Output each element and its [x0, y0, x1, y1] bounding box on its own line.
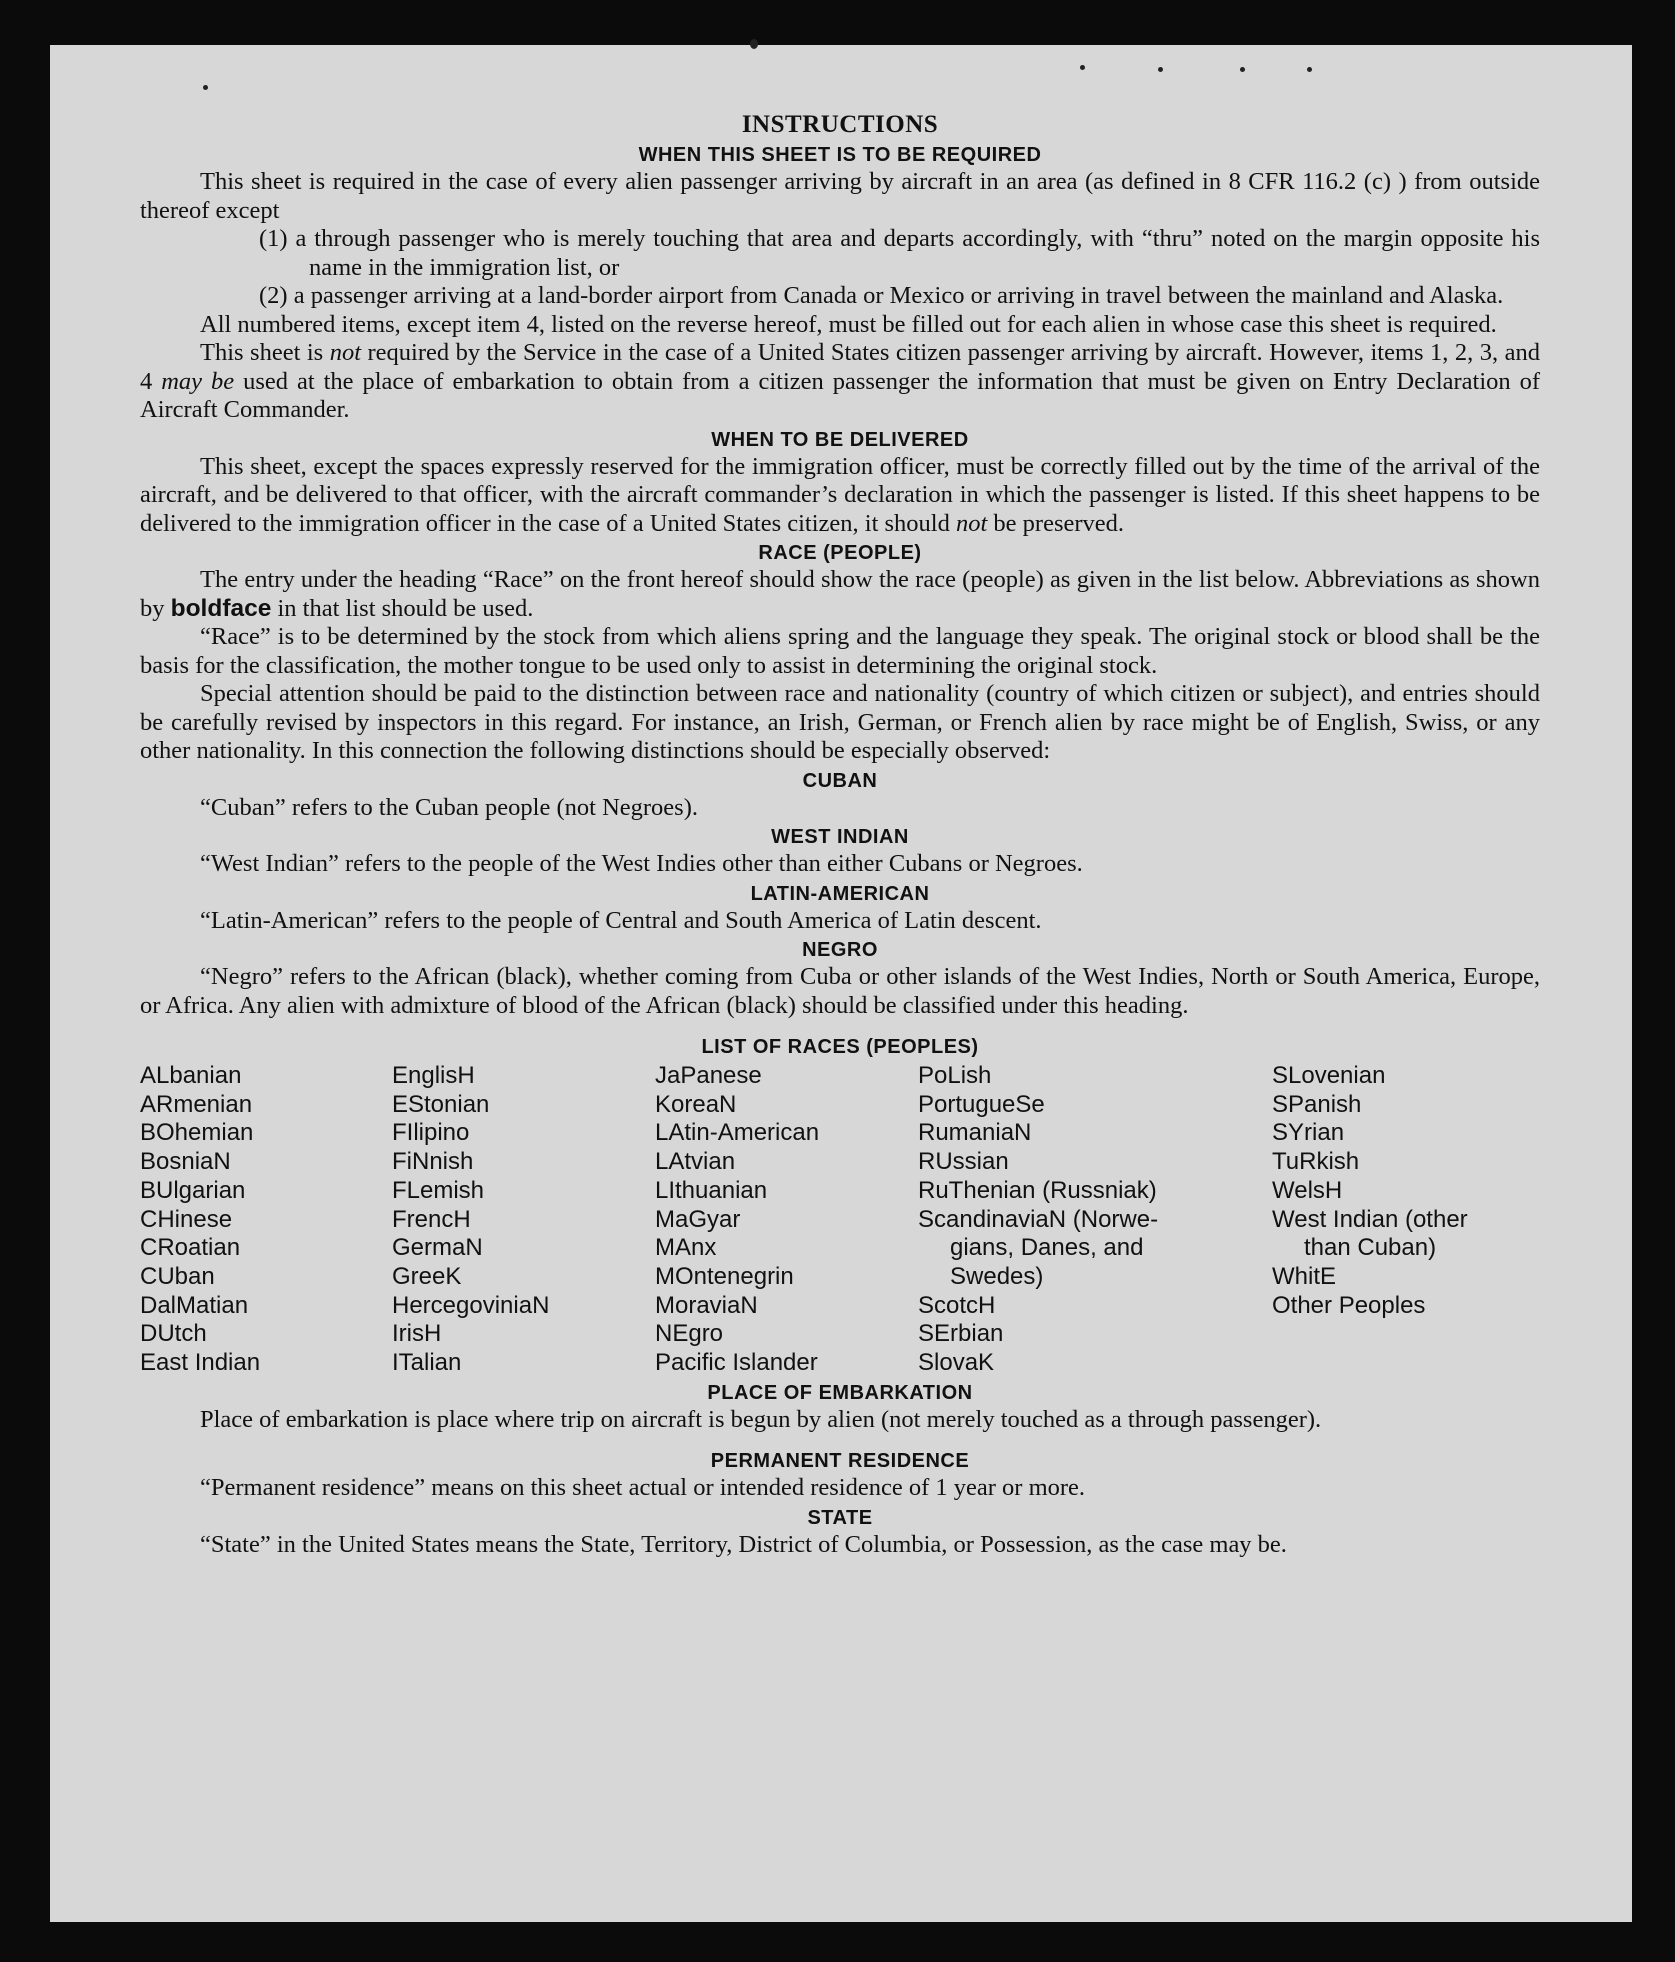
race-entry: CHinese — [140, 1205, 233, 1233]
scan-speck — [750, 39, 758, 49]
scan-speck — [1240, 67, 1245, 72]
paragraph: “State” in the United States means the State, Territory, District of Columbia, or Possession, as the case may be. — [200, 1530, 1287, 1558]
race-entry: GreeK — [392, 1262, 462, 1290]
race-entry: RUssian — [918, 1148, 1009, 1176]
race-entry: WhitE — [1272, 1262, 1337, 1290]
race-entry: ALbanian — [140, 1062, 242, 1089]
race-entry: ARmenian — [140, 1090, 253, 1118]
paragraph: All numbered items, except item 4, listed on the reverse hereof, must be filled out for each alien in whose case this sheet is required. — [200, 310, 1497, 338]
paragraph: “Permanent residence” means on this sheet actual or intended residence of 1 year or more. — [200, 1474, 1086, 1502]
paragraph: “West Indian” refers to the people of the West Indies other than either Cubans or Negroes. — [200, 850, 1083, 877]
race-entry: WelsH — [1272, 1176, 1343, 1204]
race-entry: LIthuanian — [655, 1176, 768, 1204]
paragraph — [140, 453, 1540, 539]
race-entry: MAnx — [655, 1234, 717, 1262]
heading-latin-american: LATIN-AMERICAN — [750, 882, 930, 905]
race-entry: FiNnish — [392, 1148, 474, 1176]
paragraph: “Latin-American” refers to the people of Central and South America of Latin descent. — [200, 906, 1042, 934]
race-entry: BosniaN — [140, 1148, 231, 1176]
scan-speck — [203, 85, 208, 90]
race-entry: SLovenian — [1272, 1062, 1386, 1089]
race-entry-continuation: than Cuban) — [1304, 1234, 1437, 1262]
race-entry: BUlgarian — [140, 1176, 246, 1204]
race-entry: DUtch — [140, 1320, 207, 1348]
race-entry: PortugueSe — [918, 1090, 1045, 1118]
race-entry: East Indian — [140, 1349, 261, 1377]
scan-speck — [1080, 65, 1085, 70]
races-list — [140, 1062, 1540, 1378]
race-entry: KoreaN — [655, 1090, 737, 1118]
race-entry: RuThenian (Russniak) — [918, 1176, 1157, 1204]
race-entry: BOhemian — [140, 1119, 254, 1147]
paragraph: “Negro” refers to the African (black), whether coming from Cuba or other islands of the West Indies, North or South America, Europe, or Africa. Any alien with admixture of blood of the African (black) should be classified under this heading. — [140, 963, 1540, 1019]
race-entry-continuation: Swedes) — [950, 1262, 1044, 1290]
race-entry: West Indian (other — [1272, 1205, 1468, 1233]
races-column — [392, 1062, 655, 1378]
race-entry: IrisH — [392, 1320, 442, 1348]
races-column — [140, 1062, 392, 1378]
race-entry: ScandinaviaN (Norwe- — [918, 1205, 1159, 1233]
scan-speck — [1158, 67, 1163, 72]
paragraph: “Race” is to be determined by the stock from which aliens spring and the language they speak. The original stock or blood shall be the basis for the classification, the mother tongue to be used only to assist in determining the original stock. — [140, 623, 1540, 679]
paragraph: “Cuban” refers to the Cuban people (not Negroes). — [200, 793, 698, 821]
race-entry: MoraviaN — [655, 1291, 758, 1319]
emphasis: not — [329, 339, 361, 366]
race-entry: RumaniaN — [918, 1119, 1032, 1147]
bold-term: boldface — [170, 594, 272, 622]
race-entry: DalMatian — [140, 1291, 249, 1319]
list-item: (1) a through passenger who is merely touching that area and departs accordingly, with “thru” noted on the margin opposite his name in the immigration list, or — [259, 225, 1540, 281]
race-entry: CUban — [140, 1262, 215, 1290]
race-entry: EnglisH — [392, 1062, 475, 1089]
heading-cuban: CUBAN — [802, 769, 878, 792]
race-entry: FrencH — [392, 1205, 471, 1233]
races-column — [1272, 1062, 1540, 1378]
race-entry: SlovaK — [918, 1349, 995, 1377]
heading-list-of-races: LIST OF RACES (PEOPLES) — [701, 1036, 979, 1058]
heading-west-indian: WEST INDIAN — [771, 826, 909, 848]
paragraph — [140, 339, 1540, 425]
heading-state: STATE — [807, 1506, 873, 1529]
text-run: required by the Service in the case of a United States citizen passenger arriving by aircraft. However, items 1, 2, 3, and 4 — [140, 339, 1540, 395]
race-entry: MOntenegrin — [655, 1262, 794, 1290]
paragraph: This sheet is required in the case of every alien passenger arriving by aircraft in an area (as defined in 8 CFR 116.2 (c) ) from outside thereof except — [140, 168, 1540, 224]
race-entry: ScotcH — [918, 1291, 996, 1319]
paragraph — [140, 566, 1540, 623]
races-column — [655, 1062, 918, 1378]
race-entry: LAtvian — [655, 1148, 736, 1176]
text-run: in that list should be used. — [271, 594, 534, 622]
list-item: (2) a passenger arriving at a land-border airport from Canada or Mexico or arriving in travel between the mainland and Alaska. — [259, 282, 1504, 309]
heading-embarkation: PLACE OF EMBARKATION — [707, 1381, 973, 1404]
race-entry: FLemish — [392, 1176, 485, 1204]
heading-permanent-residence: PERMANENT RESIDENCE — [710, 1450, 970, 1473]
heading-race: RACE (PEOPLE) — [758, 542, 922, 564]
race-entry: Other Peoples — [1272, 1291, 1426, 1319]
paragraph: Place of embarkation is place where trip on aircraft is begun by alien (not merely touched as a through passenger). — [200, 1405, 1322, 1433]
document-sheet — [50, 45, 1632, 1922]
race-entry: EStonian — [392, 1090, 490, 1118]
heading-when-required: WHEN THIS SHEET IS TO BE REQUIRED — [638, 144, 1042, 166]
race-entry: FIlipino — [392, 1119, 470, 1147]
race-entry: PoLish — [918, 1062, 992, 1089]
heading-when-delivered: WHEN TO BE DELIVERED — [711, 428, 969, 451]
page-title: INSTRUCTIONS — [741, 111, 939, 138]
text-run: be preserved. — [987, 509, 1125, 537]
instructions-body — [140, 110, 1540, 1559]
text-run: This sheet is — [200, 339, 330, 366]
paragraph: Special attention should be paid to the distinction between race and nationality (country of which citizen or subject), and entries should be carefully revised by inspectors in this regard. For instance, an Irish, German, or French alien by race might be of English, Swiss, or any other nationality. In this connection the following distinctions should be especially observed: — [140, 680, 1540, 764]
text-run: This sheet, except the spaces expressly reserved for the immigration officer, must be correctly filled out by the time of the arrival of the aircraft, and be delivered to that officer, with the aircraft commander’s declaration in which the passenger is listed. If this sheet happens to be delivered to the immigration officer in the case of a United States citizen, it should — [140, 452, 1540, 537]
race-entry: GermaN — [392, 1234, 483, 1262]
race-entry: CRoatian — [140, 1234, 241, 1262]
race-entry: Pacific Islander — [655, 1349, 818, 1377]
race-entry: TuRkish — [1272, 1148, 1360, 1176]
race-entry: JaPanese — [655, 1062, 762, 1089]
heading-negro: NEGRO — [802, 939, 878, 961]
race-entry: MaGyar — [655, 1205, 741, 1233]
emphasis: may be — [161, 367, 235, 395]
emphasis: not — [955, 509, 988, 537]
race-entry: SYrian — [1272, 1119, 1345, 1147]
race-entry: LAtin-American — [655, 1119, 820, 1147]
race-entry: NEgro — [655, 1320, 724, 1348]
text-run: used at the place of embarkation to obtain from a citizen passenger the information that must be given on Entry Declaration of Aircraft Commander. — [140, 367, 1541, 423]
race-entry: ITalian — [392, 1349, 462, 1377]
race-entry: SErbian — [918, 1320, 1004, 1348]
race-entry: HercegoviniaN — [392, 1291, 550, 1319]
races-column — [918, 1062, 1272, 1378]
race-entry: SPanish — [1272, 1090, 1362, 1118]
scan-speck — [1307, 67, 1312, 72]
text-run: The entry under the heading “Race” on the front hereof should show the race (people) as given in the list below. Abbreviations as shown by — [140, 566, 1540, 622]
race-entry-continuation: gians, Danes, and — [950, 1234, 1144, 1262]
